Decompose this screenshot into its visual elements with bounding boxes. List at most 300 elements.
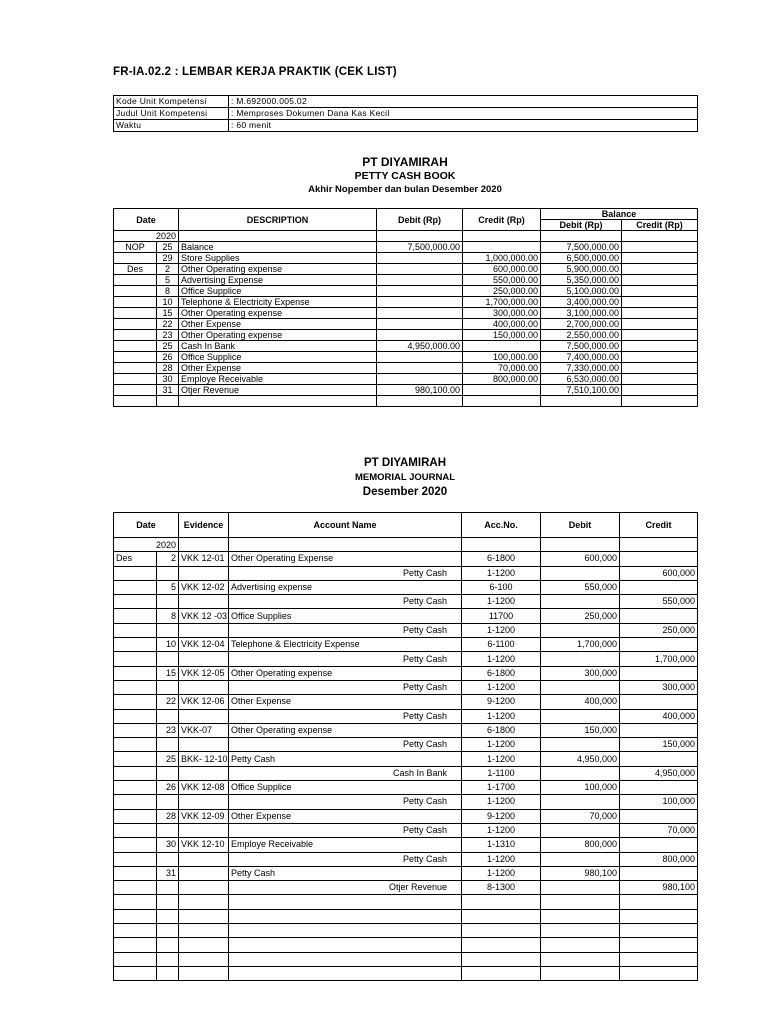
balance-credit-cell (622, 319, 698, 330)
month-cell (114, 595, 157, 609)
info-row (114, 96, 698, 108)
evidence-cell: VKK 12-04 (179, 638, 229, 652)
acc-no-cell: 1-1200 (462, 752, 541, 766)
debit-cell (541, 595, 620, 609)
balance-credit-cell (622, 242, 698, 253)
table-row (114, 881, 698, 895)
credit-cell: 300,000.00 (463, 308, 541, 319)
credit-cell: 4,950,000 (620, 766, 698, 780)
empty-cell (179, 396, 377, 407)
credit-cell (620, 666, 698, 680)
credit-cell: 100,000.00 (463, 352, 541, 363)
evidence-cell: VKK 12-02 (179, 580, 229, 594)
empty-cell (179, 966, 229, 980)
day-cell (157, 738, 179, 752)
account-name-cell: Otjer Revenue (229, 881, 462, 895)
day-cell: 28 (157, 809, 179, 823)
evidence-cell (179, 852, 229, 866)
table-row (114, 297, 698, 308)
acc-no-cell: 1-1700 (462, 781, 541, 795)
day-cell: 30 (157, 374, 179, 385)
month-cell (114, 297, 157, 308)
table-row (114, 264, 698, 275)
month-cell (114, 566, 157, 580)
acc-no-cell: 6-1800 (462, 666, 541, 680)
day-cell (157, 709, 179, 723)
empty-cell (157, 924, 179, 938)
evidence-cell (179, 795, 229, 809)
balance-debit-cell: 5,100,000.00 (541, 286, 622, 297)
memorial-journal-period: Desember 2020 (362, 486, 448, 498)
evidence-cell (179, 566, 229, 580)
evidence-cell: VKK 12-09 (179, 809, 229, 823)
month-cell (114, 823, 157, 837)
description-cell: Cash In Bank (179, 341, 377, 352)
description-cell: Other Operating expense (179, 308, 377, 319)
debit-cell (377, 275, 463, 286)
empty-cell (462, 924, 541, 938)
year-cell: 2020 (114, 231, 179, 242)
month-cell (114, 638, 157, 652)
empty-cell (229, 966, 462, 980)
empty-cell (541, 396, 622, 407)
debit-cell (541, 766, 620, 780)
month-cell (114, 363, 157, 374)
table-row (114, 566, 698, 580)
petty-cash-book-table (113, 208, 698, 407)
evidence-cell (179, 866, 229, 880)
info-label: Judul Unit Kompetensi (114, 108, 229, 120)
credit-cell (463, 385, 541, 396)
day-cell: 5 (157, 580, 179, 594)
description-cell: Office Supplice (179, 352, 377, 363)
month-cell: NOP (114, 242, 157, 253)
table-row (114, 695, 698, 709)
empty-cell (179, 952, 229, 966)
evidence-cell: VKK 12-06 (179, 695, 229, 709)
credit-cell: 550,000.00 (463, 275, 541, 286)
debit-cell (541, 881, 620, 895)
empty-cell (620, 966, 698, 980)
empty-cell (377, 396, 463, 407)
account-name-cell: Petty Cash (229, 738, 462, 752)
header-debit: Debit (541, 513, 620, 538)
empty-cell (541, 952, 620, 966)
table-row (114, 709, 698, 723)
day-cell: 22 (157, 319, 179, 330)
acc-no-cell: 9-1200 (462, 809, 541, 823)
month-cell (114, 330, 157, 341)
account-name-cell: Cash In Bank (229, 766, 462, 780)
credit-cell (463, 341, 541, 352)
account-name-cell: Office Supplies (229, 609, 462, 623)
debit-cell: 980,100 (541, 866, 620, 880)
debit-cell: 70,000 (541, 809, 620, 823)
credit-cell (620, 609, 698, 623)
table-row (114, 623, 698, 637)
debit-cell: 300,000 (541, 666, 620, 680)
credit-cell: 800,000 (620, 852, 698, 866)
header-debit: Debit (Rp) (377, 209, 463, 231)
day-cell: 15 (157, 666, 179, 680)
empty-cell (622, 396, 698, 407)
debit-cell: 250,000 (541, 609, 620, 623)
account-name-cell: Office Supplice (229, 781, 462, 795)
balance-debit-cell: 3,100,000.00 (541, 308, 622, 319)
day-cell: 29 (157, 253, 179, 264)
day-cell: 15 (157, 308, 179, 319)
document-title: FR-IA.02.2 : LEMBAR KERJA PRAKTIK (CEK LIST) (113, 66, 397, 78)
debit-cell: 100,000 (541, 781, 620, 795)
table-row (114, 680, 698, 694)
debit-cell (377, 330, 463, 341)
month-cell (114, 852, 157, 866)
debit-cell (541, 852, 620, 866)
table-row (114, 319, 698, 330)
acc-no-cell: 1-1200 (462, 823, 541, 837)
balance-debit-cell: 7,510,100.00 (541, 385, 622, 396)
credit-cell: 1,700,000.00 (463, 297, 541, 308)
balance-debit-cell: 3,400,000.00 (541, 297, 622, 308)
month-cell (114, 738, 157, 752)
account-name-cell: Petty Cash (229, 795, 462, 809)
balance-debit-cell: 2,700,000.00 (541, 319, 622, 330)
description-cell: Advertising Expense (179, 275, 377, 286)
journal-company-name: PT DIYAMIRAH (364, 457, 446, 469)
evidence-cell (179, 766, 229, 780)
account-name-cell: Petty Cash (229, 866, 462, 880)
empty-cell (620, 909, 698, 923)
acc-no-cell: 8-1300 (462, 881, 541, 895)
account-name-cell: Petty Cash (229, 566, 462, 580)
header-balance-debit: Debit (Rp) (541, 220, 622, 231)
credit-cell (463, 242, 541, 253)
month-cell (114, 374, 157, 385)
account-name-cell: Petty Cash (229, 852, 462, 866)
day-cell: 25 (157, 242, 179, 253)
day-cell: 23 (157, 723, 179, 737)
debit-cell: 400,000 (541, 695, 620, 709)
table-row (114, 341, 698, 352)
acc-no-cell: 1-1200 (462, 623, 541, 637)
month-cell (114, 580, 157, 594)
account-name-cell: Petty Cash (229, 709, 462, 723)
month-cell (114, 752, 157, 766)
empty-row (114, 952, 698, 966)
empty-cell (620, 952, 698, 966)
petty-cash-book-title: PETTY CASH BOOK (354, 170, 456, 182)
month-cell (114, 666, 157, 680)
header-date: Date (114, 513, 179, 538)
balance-debit-cell: 7,330,000.00 (541, 363, 622, 374)
balance-debit-cell: 7,400,000.00 (541, 352, 622, 363)
table-row (114, 852, 698, 866)
debit-cell (377, 374, 463, 385)
description-cell: Telephone & Electricity Expense (179, 297, 377, 308)
empty-cell (114, 938, 157, 952)
balance-credit-cell (622, 253, 698, 264)
credit-cell (620, 809, 698, 823)
empty-cell (229, 952, 462, 966)
account-name-cell: Petty Cash (229, 652, 462, 666)
debit-cell (377, 352, 463, 363)
acc-no-cell: 1-1200 (462, 852, 541, 866)
month-cell (114, 695, 157, 709)
account-name-cell: Petty Cash (229, 623, 462, 637)
table-row (114, 823, 698, 837)
acc-no-cell: 1-1200 (462, 680, 541, 694)
table-row (114, 253, 698, 264)
account-name-cell: Other Expense (229, 809, 462, 823)
table-row (114, 781, 698, 795)
empty-cell (179, 909, 229, 923)
description-cell: Other Expense (179, 363, 377, 374)
empty-cell (229, 895, 462, 909)
info-value: : 60 menit (229, 120, 698, 132)
credit-cell: 1,000,000.00 (463, 253, 541, 264)
month-cell (114, 286, 157, 297)
day-cell: 22 (157, 695, 179, 709)
month-cell (114, 809, 157, 823)
day-cell: 10 (157, 638, 179, 652)
header-acc-no: Acc.No. (462, 513, 541, 538)
day-cell (157, 566, 179, 580)
evidence-cell: VKK 12-08 (179, 781, 229, 795)
table-row (114, 666, 698, 680)
month-cell (114, 385, 157, 396)
credit-cell: 150,000 (620, 738, 698, 752)
month-cell: Des (114, 552, 157, 566)
empty-cell (114, 909, 157, 923)
evidence-cell: BKK- 12-10 (179, 752, 229, 766)
empty-cell (462, 895, 541, 909)
credit-cell: 70,000 (620, 823, 698, 837)
empty-cell (463, 396, 541, 407)
empty-cell (620, 895, 698, 909)
table-row (114, 609, 698, 623)
empty-cell (157, 909, 179, 923)
empty-row (114, 938, 698, 952)
empty-cell (157, 895, 179, 909)
debit-cell (541, 795, 620, 809)
acc-no-cell: 1-1200 (462, 738, 541, 752)
empty-cell (541, 966, 620, 980)
table-row (114, 385, 698, 396)
day-cell (157, 795, 179, 809)
empty-row (114, 966, 698, 980)
table-row (114, 638, 698, 652)
credit-cell: 70,000.00 (463, 363, 541, 374)
petty-cash-header-row (114, 209, 698, 220)
table-row (114, 809, 698, 823)
debit-cell (377, 253, 463, 264)
month-cell (114, 352, 157, 363)
credit-cell (620, 838, 698, 852)
day-cell: 31 (157, 866, 179, 880)
journal-year-row (114, 538, 698, 552)
day-cell: 26 (157, 781, 179, 795)
table-row (114, 286, 698, 297)
memorial-journal-table (113, 512, 698, 981)
table-row (114, 330, 698, 341)
month-cell (114, 253, 157, 264)
info-value: : M.692000.005.02 (229, 96, 698, 108)
empty-row (114, 895, 698, 909)
balance-debit-cell: 6,530,000.00 (541, 374, 622, 385)
evidence-cell (179, 595, 229, 609)
empty-cell (114, 952, 157, 966)
credit-cell (620, 723, 698, 737)
month-cell (114, 341, 157, 352)
evidence-cell: VKK-07 (179, 723, 229, 737)
table-row (114, 242, 698, 253)
table-row (114, 352, 698, 363)
petty-cash-year-row (114, 231, 698, 242)
empty-cell (157, 952, 179, 966)
balance-credit-cell (622, 297, 698, 308)
credit-cell (620, 580, 698, 594)
debit-cell (377, 319, 463, 330)
evidence-cell: VKK 12-05 (179, 666, 229, 680)
description-cell: Office Supplice (179, 286, 377, 297)
evidence-cell: VKK 12-01 (179, 552, 229, 566)
header-credit: Credit (620, 513, 698, 538)
balance-credit-cell (622, 374, 698, 385)
account-name-cell: Petty Cash (229, 595, 462, 609)
day-cell: 2 (157, 264, 179, 275)
balance-debit-cell: 5,350,000.00 (541, 275, 622, 286)
account-name-cell: Other Operating expense (229, 666, 462, 680)
credit-cell: 980,100 (620, 881, 698, 895)
acc-no-cell: 1-1200 (462, 866, 541, 880)
empty-cell (179, 938, 229, 952)
evidence-cell: VKK 12-10 (179, 838, 229, 852)
balance-credit-cell (622, 341, 698, 352)
petty-cash-book-period: Akhir Nopember dan bulan Desember 2020 (308, 184, 502, 195)
month-cell (114, 723, 157, 737)
acc-no-cell: 1-1200 (462, 566, 541, 580)
credit-cell (620, 638, 698, 652)
month-cell (114, 881, 157, 895)
balance-credit-cell (622, 385, 698, 396)
balance-credit-cell (622, 352, 698, 363)
debit-cell: 4,950,000 (541, 752, 620, 766)
empty-cell (179, 895, 229, 909)
table-row (114, 552, 698, 566)
empty-cell (541, 938, 620, 952)
acc-no-cell: 1-1200 (462, 652, 541, 666)
description-cell: Store Supplies (179, 253, 377, 264)
acc-no-cell: 6-1800 (462, 723, 541, 737)
empty-cell (620, 938, 698, 952)
account-name-cell: Telephone & Electricity Expense (229, 638, 462, 652)
balance-credit-cell (622, 275, 698, 286)
day-cell: 28 (157, 363, 179, 374)
credit-cell: 400,000 (620, 709, 698, 723)
table-row (114, 866, 698, 880)
debit-cell (377, 264, 463, 275)
empty-cell (620, 924, 698, 938)
header-account-name: Account Name (229, 513, 462, 538)
day-cell: 26 (157, 352, 179, 363)
header-description: DESCRIPTION (179, 209, 377, 231)
empty-cell (114, 966, 157, 980)
debit-cell: 150,000 (541, 723, 620, 737)
balance-debit-cell: 5,900,000.00 (541, 264, 622, 275)
empty-cell (462, 966, 541, 980)
month-cell (114, 652, 157, 666)
table-row (114, 795, 698, 809)
evidence-cell (179, 709, 229, 723)
debit-cell: 7,500,000.00 (377, 242, 463, 253)
day-cell (157, 623, 179, 637)
month-cell (114, 680, 157, 694)
balance-debit-cell: 7,500,000.00 (541, 341, 622, 352)
memorial-journal-title: MEMORIAL JOURNAL (354, 472, 456, 483)
journal-header-row (114, 513, 698, 538)
account-name-cell: Employe Receivable (229, 838, 462, 852)
credit-cell: 550,000 (620, 595, 698, 609)
table-row (114, 766, 698, 780)
balance-credit-cell (622, 330, 698, 341)
year-cell: 2020 (114, 538, 179, 552)
debit-cell: 1,700,000 (541, 638, 620, 652)
day-cell (157, 680, 179, 694)
balance-credit-cell (622, 286, 698, 297)
empty-row (114, 909, 698, 923)
account-name-cell: Other Operating Expense (229, 552, 462, 566)
empty-row (114, 396, 698, 407)
empty-cell (462, 909, 541, 923)
month-cell: Des (114, 264, 157, 275)
evidence-cell (179, 738, 229, 752)
credit-cell: 250,000.00 (463, 286, 541, 297)
header-evidence: Evidence (179, 513, 229, 538)
month-cell (114, 766, 157, 780)
credit-cell (620, 866, 698, 880)
acc-no-cell: 1-1200 (462, 795, 541, 809)
credit-cell (620, 695, 698, 709)
month-cell (114, 838, 157, 852)
day-cell (157, 652, 179, 666)
empty-cell (229, 938, 462, 952)
empty-cell (229, 909, 462, 923)
info-row (114, 108, 698, 120)
credit-cell: 250,000 (620, 623, 698, 637)
competency-info-table (113, 95, 698, 132)
debit-cell (541, 680, 620, 694)
day-cell (157, 766, 179, 780)
day-cell: 5 (157, 275, 179, 286)
account-name-cell: Other Operating expense (229, 723, 462, 737)
info-value: : Memproses Dokumen Dana Kas Kecil (229, 108, 698, 120)
credit-cell: 600,000.00 (463, 264, 541, 275)
evidence-cell (179, 623, 229, 637)
account-name-cell: Advertising expense (229, 580, 462, 594)
balance-credit-cell (622, 363, 698, 374)
table-row (114, 738, 698, 752)
table-row (114, 363, 698, 374)
empty-cell (541, 924, 620, 938)
empty-cell (179, 924, 229, 938)
table-row (114, 374, 698, 385)
debit-cell (541, 823, 620, 837)
debit-cell: 550,000 (541, 580, 620, 594)
acc-no-cell: 11700 (462, 609, 541, 623)
debit-cell (541, 738, 620, 752)
empty-cell (157, 938, 179, 952)
day-cell: 10 (157, 297, 179, 308)
